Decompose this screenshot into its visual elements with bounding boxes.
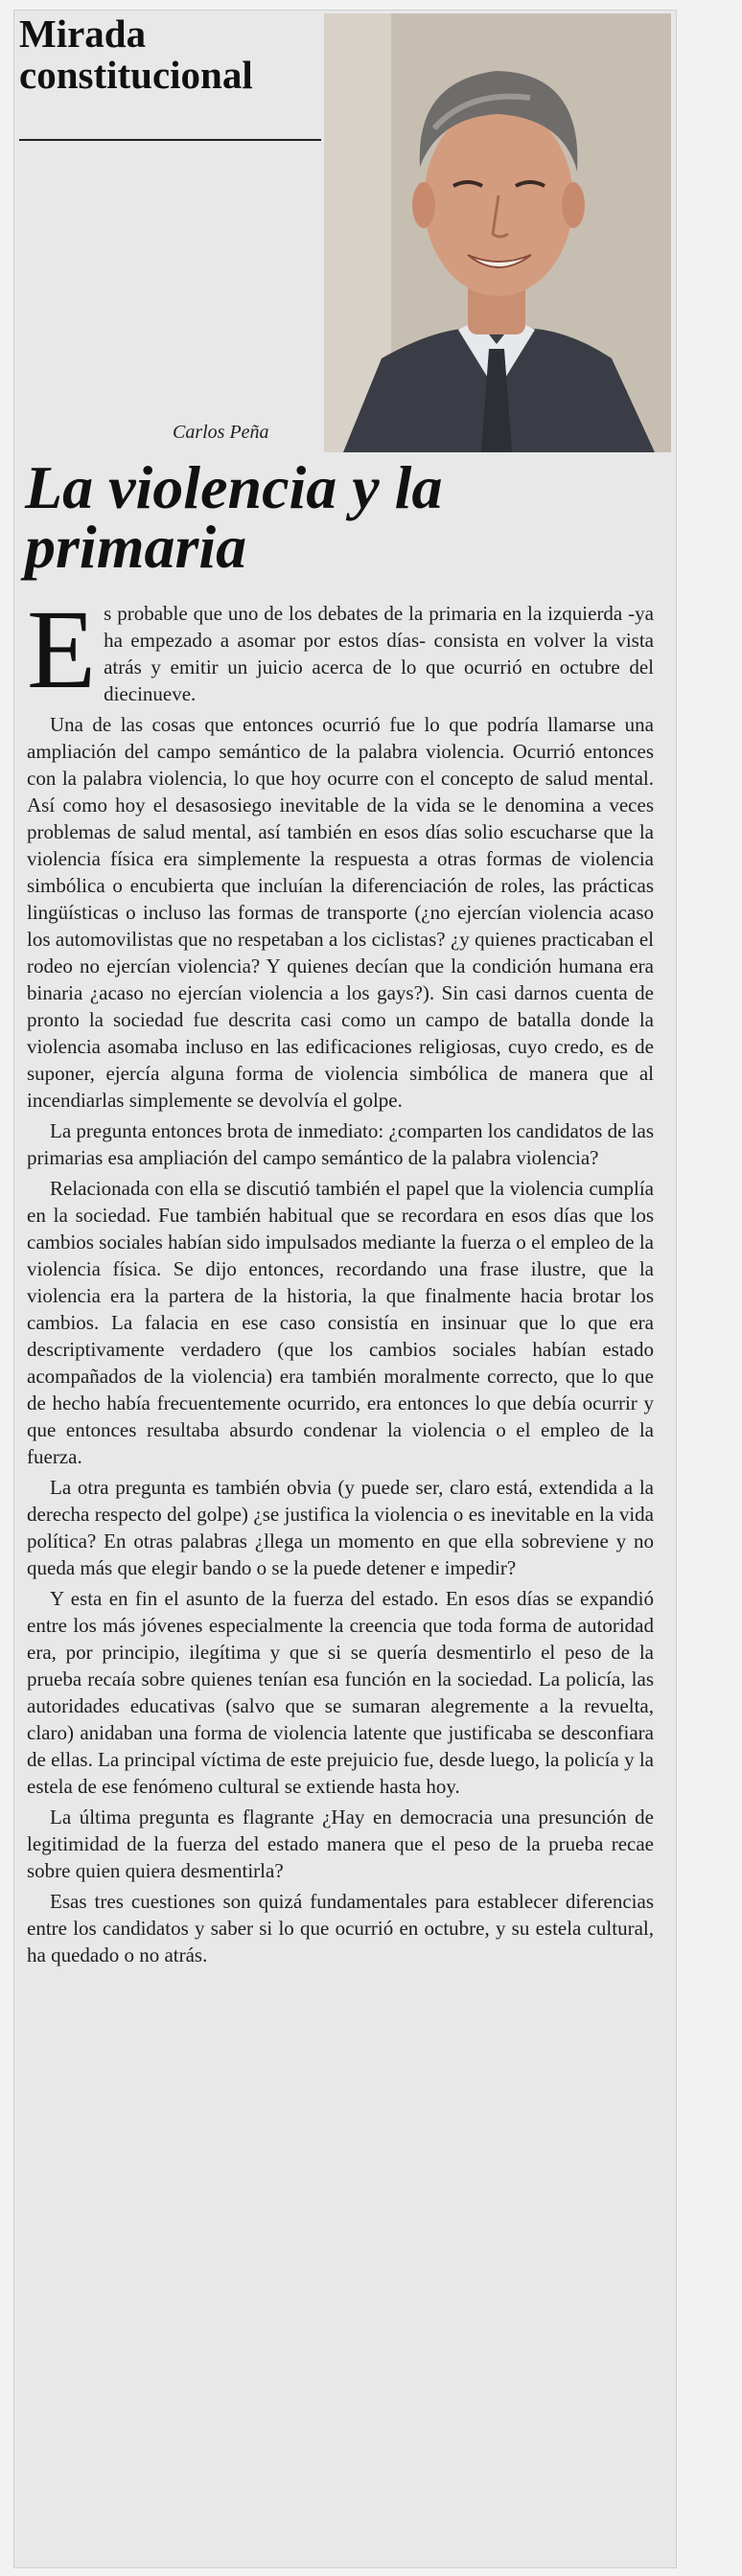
paragraph: Relacionada con ella se discutió también el papel que la violencia cumplía en la sociedad. Fue también habitual que se recordara en esos días que los cambios sociales habían sido impulsados mediante la fuerza o el empleo de la violencia física. Se dijo entonces, recordando una frase ilustre, que la violencia era la partera de la historia, la que finalmente hacia brotar los cambios. La falacia en ese caso consistía en insinuar que lo que era descriptivamente verdadero (que los cambios sociales habían estado acompañados de la violencia) era también moralmente correcto, que lo que de hecho había frecuentemente ocurrido, era entonces lo que debía ocurrir y que entonces resultaba absurdo condenar la violencia o el empleo de la fuerza. [27,1177,654,1468]
author-byline: Carlos Peña [173,422,269,443]
paragraph: Y esta en fin el asunto de la fuerza del estado. En esos días se expandió entre los más jóvenes especialmente la creencia que toda forma de autoridad era, por principio, ilegítima y que si se quería desmentirlo el peso de la prueba recaía sobre quienes tenían esa función en la sociedad. La policía, las autoridades educativas (salvo que se sumaran alegremente a la revuelta, claro) anidaban una forma de violencia latente que justificaba se desconfiara de ellas. La principal víctima de este prejuicio fue, desde luego, la policía y la estela de ese fenómeno cultural se extiende hasta hoy. [27,1587,654,1798]
author-photo [324,13,671,452]
portrait-illustration [324,13,671,452]
paragraph: La pregunta entonces brota de inmediato: ¿comparten los candidatos de las primarias esa ampliación del campo semántico de la palabra violencia? [27,1119,654,1169]
headline: La violencia y la primaria [25,453,443,581]
paragraph: La otra pregunta es también obvia (y puede ser, claro está, extendida a la derecha respecto del golpe) ¿se justifica la violencia o es inevitable en la vida política? En otras palabras ¿llega un momento en que ella sobreviene y no queda más que elegir bando o se la puede detener e impedir? [27,1476,654,1579]
title-rule [19,139,321,141]
paragraph: La última pregunta es flagrante ¿Hay en democracia una presunción de legitimidad de la fuerza del estado manera que el peso de la prueba recae sobre quien quiera desmentirla? [27,1806,654,1882]
article-body [27,600,654,2555]
section-title: Mirada constitucional [19,12,253,97]
paragraph: Es probable que uno de los debates de la primaria en la izquierda -ya ha empezado a asomar por estos días- consista en volver la vista atrás y emitir un juicio acerca de lo que ocurrió en octubre del diecinueve. [27,600,654,712]
paragraph: Una de las cosas que entonces ocurrió fue lo que podría llamarse una ampliación del campo semántico de la palabra violencia. Ocurrió entonces con la palabra violencia, lo que hoy ocurre con el concepto de salud mental. Así como hoy el desasosiego inevitable de la vida se le denomina a veces problemas de salud mental, así también en esos días solio escucharse que la violencia física era simplemente la respuesta a otras formas de violencia simbólica o encubierta que incluían la diferenciación de roles, las prácticas lingüísticas o incluso las formas de transporte (¿no ejercían violencia acaso los automovilistas que no respetaban a los ciclistas? ¿y quienes practicaban el rodeo no ejercían violencia? Y quienes decían que la condición humana era binaria ¿acaso no ejercían violencia a los gays?). Sin casi darnos cuenta de pronto la sociedad fue descrita casi como un campo de batalla donde la violencia asomaba incluso en las edificaciones religiosas, cuyo credo, es de suponer, ejercía alguna forma de violencia simbólica de manera que al incendiarlas simplemente se devolvía el golpe. [27,713,654,1112]
drop-cap: E [27,600,97,712]
paragraph: Esas tres cuestiones son quizá fundamentales para establecer diferencias entre los candidatos y saber si lo que ocurrió en octubre, y su estela cultural, ha quedado o no atrás. [27,1890,654,1966]
